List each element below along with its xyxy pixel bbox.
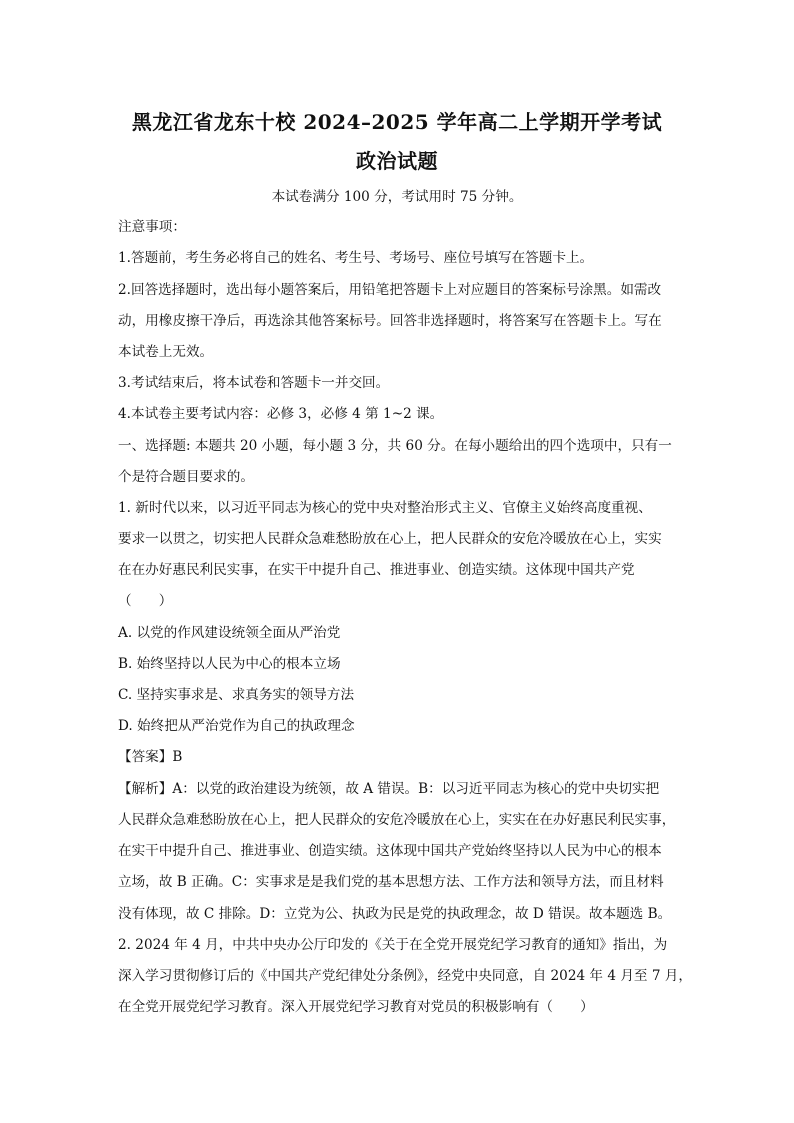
question-2-stem: 在全党开展党纪学习教育。深入开展党纪学习教育对党员的积极影响有（ ） — [118, 999, 594, 1015]
notice-item: 动，用橡皮擦干净后，再选涂其他答案标号。回答非选择题时，将答案写在答题卡上。写在 — [118, 313, 662, 329]
question-1-stem: 要求一以贯之，切实把人民群众急难愁盼放在心上，把人民群众的安危冷暖放在心上，实实 — [118, 531, 662, 547]
document-title: 黑龙江省龙东十校 2024–2025 学年高二上学期开学考试 — [131, 110, 663, 134]
question-1-stem: （ ） — [118, 593, 173, 609]
question-1-answer: 【答案】B — [118, 749, 183, 765]
notice-item: 4.本试卷主要考试内容：必修 3，必修 4 第 1~2 课。 — [118, 406, 444, 422]
question-1-analysis: 没有体现，故 C 排除。D：立党为公、执政为民是党的执政理念，故 D 错误。故本题选 B。 — [118, 906, 672, 922]
question-2-stem: 2. 2024 年 4 月，中共中央办公厅印发的《关于在全党开展党纪学习教育的通知》指出，为 — [118, 937, 668, 953]
section-heading: 一、选择题: 本题共 20 小题，每小题 3 分，共 60 分。在每小题给出的四个选项中，只有一 — [118, 438, 672, 454]
question-1-option-b: B. 始终坚持以人民为中心的根本立场 — [118, 656, 341, 672]
question-1-stem: 在在办好惠民利民实事，在实干中提升自己、推进事业、创造实绩。这体现中国共产党 — [118, 562, 635, 578]
notice-item: 2.回答选择题时，选出每小题答案后，用铅笔把答题卡上对应题目的答案标号涂黑。如需改 — [118, 282, 662, 298]
section-heading: 个是符合题目要求的。 — [118, 469, 254, 485]
question-1-analysis: 在实干中提升自己、推进事业、创造实绩。这体现中国共产党始终坚持以人民为中心的根本 — [118, 843, 662, 859]
question-2-stem: 深入学习贯彻修订后的《中国共产党纪律处分条例》，经党中央同意，自 2024 年 4 月至 7 月， — [118, 968, 692, 984]
question-1-option-d: D. 始终把从严治党作为自己的执政理念 — [118, 718, 355, 734]
exam-info: 本试卷满分 100 分，考试用时 75 分钟。 — [271, 189, 523, 205]
notice-item: 3.考试结束后，将本试卷和答题卡一并交回。 — [118, 375, 390, 391]
notice-item: 1.答题前，考生务必将自己的姓名、考生号、考场号、座位号填写在答题卡上。 — [118, 250, 594, 266]
question-1-analysis: 【解析】A：以党的政治建设为统领，故 A 错误。B：以习近平同志为核心的党中央切实把 — [118, 781, 660, 797]
question-1-option-c: C. 坚持实事求是、求真务实的领导方法 — [118, 687, 355, 703]
notice-item: 本试卷上无效。 — [118, 344, 214, 360]
question-1-stem: 1. 新时代以来，以习近平同志为核心的党中央对整治形式主义、官僚主义始终高度重视、 — [118, 500, 652, 516]
question-1-option-a: A. 以党的作风建设统领全面从严治党 — [118, 625, 341, 641]
document-subtitle: 政治试题 — [356, 149, 438, 173]
notice-heading: 注意事项： — [118, 219, 186, 235]
question-1-analysis: 人民群众急难愁盼放在心上，把人民群众的安危冷暖放在心上，实实在在办好惠民利民实事， — [118, 812, 676, 828]
question-1-analysis: 立场，故 B 正确。C：实事求是是我们党的基本思想方法、工作方法和领导方法，而且材料 — [118, 874, 664, 890]
